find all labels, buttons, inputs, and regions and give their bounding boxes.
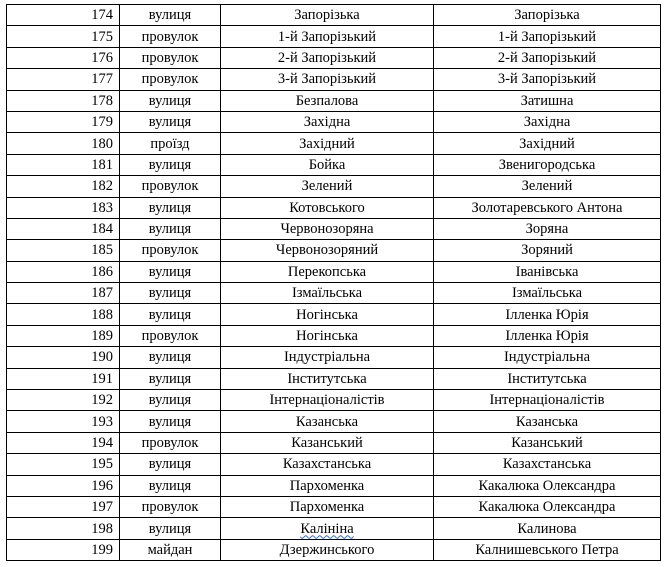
old-name-cell bbox=[221, 197, 434, 218]
old-name-cell-text: Перекопська bbox=[287, 263, 367, 280]
old-name-cell bbox=[221, 304, 434, 325]
street-type-cell bbox=[120, 304, 221, 325]
new-name-cell bbox=[434, 390, 661, 411]
old-name-cell bbox=[221, 283, 434, 304]
old-name-cell-text: Пархоменка bbox=[289, 477, 365, 494]
row-number-cell bbox=[7, 133, 120, 154]
street-type-cell bbox=[120, 154, 221, 175]
street-type-cell-text: провулок bbox=[141, 71, 199, 88]
street-type-cell-text: провулок bbox=[141, 328, 199, 345]
street-type-cell bbox=[120, 368, 221, 389]
old-name-cell bbox=[221, 90, 434, 111]
row-number-cell-text: 197 bbox=[91, 499, 113, 516]
new-name-cell bbox=[434, 176, 661, 197]
street-type-cell bbox=[120, 325, 221, 346]
old-name-cell-text: Дзержинського bbox=[279, 541, 375, 558]
new-name-cell-text: Казанський bbox=[511, 435, 583, 451]
old-name-cell-text: Червонозоряний bbox=[275, 242, 379, 259]
row-number-cell-text: 198 bbox=[91, 520, 113, 537]
new-name-cell bbox=[434, 283, 661, 304]
new-name-cell-text: Запорізька bbox=[514, 7, 580, 24]
street-type-cell-text: провулок bbox=[141, 242, 199, 259]
street-type-cell bbox=[120, 496, 221, 517]
street-type-cell bbox=[120, 261, 221, 282]
old-name-cell-text: 1-й Запорізький bbox=[277, 28, 377, 45]
table-row bbox=[7, 518, 661, 539]
row-number-cell-text: 183 bbox=[91, 199, 113, 216]
old-name-cell bbox=[221, 325, 434, 346]
street-type-cell bbox=[120, 5, 221, 26]
new-name-cell-text: Казахстанська bbox=[502, 456, 592, 473]
row-number-cell-text: 199 bbox=[91, 541, 113, 558]
old-name-cell bbox=[221, 240, 434, 261]
street-type-cell-text: вулиця bbox=[148, 370, 192, 387]
table-row bbox=[7, 390, 661, 411]
old-name-cell bbox=[221, 496, 434, 517]
new-name-cell bbox=[434, 5, 661, 26]
row-number-cell bbox=[7, 518, 120, 539]
new-name-cell bbox=[434, 347, 661, 368]
new-name-cell-text: Зоряний bbox=[521, 242, 573, 259]
old-name-cell bbox=[221, 26, 434, 47]
new-name-cell-text: Звенигородська bbox=[498, 156, 596, 173]
new-name-cell bbox=[434, 47, 661, 68]
street-type-cell-text: вулиця bbox=[148, 413, 192, 430]
new-name-cell bbox=[434, 325, 661, 346]
table-row bbox=[7, 261, 661, 282]
row-number-cell-text: 175 bbox=[91, 28, 113, 45]
street-type-cell-text: вулиця bbox=[148, 156, 192, 173]
row-number-cell bbox=[7, 26, 120, 47]
table-row bbox=[7, 347, 661, 368]
new-name-cell-text: Зелений bbox=[521, 178, 573, 195]
row-number-cell-text: 191 bbox=[91, 370, 113, 387]
street-type-cell-text: вулиця bbox=[148, 477, 192, 494]
row-number-cell bbox=[7, 283, 120, 304]
street-type-cell bbox=[120, 432, 221, 453]
old-name-cell bbox=[221, 518, 434, 539]
table-row bbox=[7, 475, 661, 496]
table-row bbox=[7, 240, 661, 261]
new-name-cell-text: Зоряна bbox=[525, 221, 569, 238]
street-type-cell bbox=[120, 539, 221, 560]
old-name-cell bbox=[221, 69, 434, 90]
row-number-cell bbox=[7, 390, 120, 411]
street-type-cell bbox=[120, 240, 221, 261]
new-name-cell-text: Західний bbox=[519, 135, 575, 152]
row-number-cell-text: 194 bbox=[91, 435, 113, 451]
street-type-cell-text: проїзд bbox=[150, 135, 190, 152]
street-type-cell bbox=[120, 347, 221, 368]
table-row bbox=[7, 432, 661, 453]
new-name-cell bbox=[434, 518, 661, 539]
old-name-cell-text: Індустріальна bbox=[283, 349, 371, 366]
old-name-cell bbox=[221, 390, 434, 411]
row-number-cell bbox=[7, 432, 120, 453]
table-row bbox=[7, 154, 661, 175]
new-name-cell-text: Казанська bbox=[515, 413, 579, 430]
row-number-cell-text: 190 bbox=[91, 349, 113, 366]
new-name-cell-text: Калинова bbox=[517, 520, 577, 537]
new-name-cell bbox=[434, 90, 661, 111]
table-row bbox=[7, 5, 661, 26]
table-row bbox=[7, 496, 661, 517]
street-type-cell bbox=[120, 518, 221, 539]
row-number-cell-text: 195 bbox=[91, 456, 113, 473]
old-name-cell bbox=[221, 432, 434, 453]
row-number-cell-text: 180 bbox=[91, 135, 113, 152]
row-number-cell bbox=[7, 475, 120, 496]
row-number-cell bbox=[7, 539, 120, 560]
new-name-cell bbox=[434, 261, 661, 282]
row-number-cell-text: 176 bbox=[91, 49, 113, 66]
new-name-cell bbox=[434, 197, 661, 218]
street-type-cell-text: вулиця bbox=[148, 392, 192, 409]
old-name-cell-text: Інститутська bbox=[287, 370, 367, 387]
new-name-cell bbox=[434, 496, 661, 517]
new-name-cell-text: Інститутська bbox=[507, 370, 587, 387]
new-name-cell bbox=[434, 69, 661, 90]
new-name-cell bbox=[434, 154, 661, 175]
row-number-cell bbox=[7, 496, 120, 517]
new-name-cell bbox=[434, 454, 661, 475]
row-number-cell bbox=[7, 325, 120, 346]
old-name-cell-text: Калініна bbox=[300, 520, 354, 537]
row-number-cell-text: 178 bbox=[91, 92, 113, 109]
street-type-cell bbox=[120, 47, 221, 68]
table-row bbox=[7, 26, 661, 47]
old-name-cell bbox=[221, 347, 434, 368]
new-name-cell-text: Какалюка Олександра bbox=[478, 499, 616, 516]
old-name-cell-text: Казахстанська bbox=[282, 456, 372, 473]
old-name-cell-text: Казанська bbox=[295, 413, 359, 430]
old-name-cell-text: Котовського bbox=[289, 199, 365, 216]
row-number-cell bbox=[7, 261, 120, 282]
row-number-cell-text: 188 bbox=[91, 306, 113, 323]
street-renaming-table bbox=[6, 4, 661, 561]
old-name-cell-text: Західний bbox=[299, 135, 355, 152]
new-name-cell-text: 2-й Запорізький bbox=[497, 49, 597, 66]
street-type-cell bbox=[120, 454, 221, 475]
old-name-cell bbox=[221, 47, 434, 68]
street-type-cell bbox=[120, 475, 221, 496]
old-name-cell-text: Бойка bbox=[308, 156, 346, 173]
table-row bbox=[7, 368, 661, 389]
street-type-cell-text: провулок bbox=[141, 49, 199, 66]
street-type-cell-text: вулиця bbox=[148, 114, 192, 131]
row-number-cell bbox=[7, 5, 120, 26]
street-type-cell bbox=[120, 197, 221, 218]
street-type-cell-text: вулиця bbox=[148, 92, 192, 109]
street-type-cell bbox=[120, 133, 221, 154]
old-name-cell-text: Безпалова bbox=[295, 92, 359, 109]
row-number-cell-text: 192 bbox=[91, 392, 113, 409]
street-type-cell bbox=[120, 411, 221, 432]
table-row bbox=[7, 539, 661, 560]
row-number-cell-text: 196 bbox=[91, 477, 113, 494]
old-name-cell-text: Інтернаціоналістів bbox=[269, 392, 385, 409]
old-name-cell bbox=[221, 261, 434, 282]
street-type-cell-text: вулиця bbox=[148, 7, 192, 24]
row-number-cell bbox=[7, 197, 120, 218]
street-type-cell-text: вулиця bbox=[148, 221, 192, 238]
row-number-cell bbox=[7, 69, 120, 90]
table-row bbox=[7, 283, 661, 304]
old-name-cell bbox=[221, 218, 434, 239]
new-name-cell-text: 1-й Запорізький bbox=[497, 28, 597, 45]
row-number-cell-text: 185 bbox=[91, 242, 113, 259]
table-row bbox=[7, 454, 661, 475]
table-row bbox=[7, 325, 661, 346]
street-type-cell bbox=[120, 69, 221, 90]
old-name-cell bbox=[221, 5, 434, 26]
row-number-cell bbox=[7, 347, 120, 368]
table-row bbox=[7, 197, 661, 218]
row-number-cell-text: 189 bbox=[91, 328, 113, 345]
old-name-cell-text: Ногінська bbox=[296, 328, 358, 345]
new-name-cell bbox=[434, 475, 661, 496]
old-name-cell bbox=[221, 111, 434, 132]
street-type-cell-text: провулок bbox=[141, 28, 199, 45]
new-name-cell bbox=[434, 539, 661, 560]
old-name-cell-text: Ногінська bbox=[296, 306, 358, 323]
table-body bbox=[7, 5, 661, 561]
street-type-cell bbox=[120, 90, 221, 111]
old-name-cell-text: Зелений bbox=[301, 178, 353, 195]
street-type-cell bbox=[120, 111, 221, 132]
table-row bbox=[7, 218, 661, 239]
street-type-cell-text: вулиця bbox=[148, 520, 192, 537]
new-name-cell-text: Калнишевського Петра bbox=[475, 541, 619, 558]
table-row bbox=[7, 90, 661, 111]
row-number-cell bbox=[7, 176, 120, 197]
row-number-cell bbox=[7, 240, 120, 261]
new-name-cell bbox=[434, 240, 661, 261]
street-type-cell-text: вулиця bbox=[148, 199, 192, 216]
old-name-cell-text: Червонозоряна bbox=[280, 221, 374, 238]
street-type-cell bbox=[120, 283, 221, 304]
old-name-cell bbox=[221, 411, 434, 432]
old-name-cell bbox=[221, 454, 434, 475]
row-number-cell bbox=[7, 47, 120, 68]
street-type-cell-text: майдан bbox=[147, 541, 193, 558]
street-type-cell bbox=[120, 390, 221, 411]
table-row bbox=[7, 133, 661, 154]
row-number-cell bbox=[7, 368, 120, 389]
old-name-cell bbox=[221, 475, 434, 496]
new-name-cell bbox=[434, 368, 661, 389]
row-number-cell-text: 182 bbox=[91, 178, 113, 195]
new-name-cell-text: Інтернаціоналістів bbox=[489, 392, 605, 409]
table-row bbox=[7, 304, 661, 325]
new-name-cell-text: Західна bbox=[523, 114, 571, 131]
table-row bbox=[7, 69, 661, 90]
new-name-cell bbox=[434, 304, 661, 325]
old-name-cell-text: Казанський bbox=[291, 435, 363, 451]
street-type-cell-text: вулиця bbox=[148, 306, 192, 323]
table-row bbox=[7, 411, 661, 432]
street-type-cell-text: вулиця bbox=[148, 456, 192, 473]
new-name-cell-text: Індустріальна bbox=[503, 349, 591, 366]
row-number-cell-text: 187 bbox=[91, 285, 113, 302]
row-number-cell bbox=[7, 454, 120, 475]
row-number-cell bbox=[7, 218, 120, 239]
old-name-cell bbox=[221, 176, 434, 197]
street-type-cell-text: провулок bbox=[141, 178, 199, 195]
old-name-cell-text: Пархоменка bbox=[289, 499, 365, 516]
table-row bbox=[7, 176, 661, 197]
new-name-cell-text: Какалюка Олександра bbox=[478, 477, 616, 494]
new-name-cell bbox=[434, 411, 661, 432]
new-name-cell-text: Ілленка Юрія bbox=[505, 328, 589, 345]
new-name-cell bbox=[434, 432, 661, 453]
new-name-cell-text: 3-й Запорізький bbox=[497, 71, 597, 88]
row-number-cell bbox=[7, 411, 120, 432]
row-number-cell bbox=[7, 111, 120, 132]
old-name-cell-text: Ізмаїльська bbox=[291, 285, 363, 302]
new-name-cell-text: Ізмаїльська bbox=[511, 285, 583, 302]
row-number-cell-text: 174 bbox=[91, 7, 113, 24]
new-name-cell bbox=[434, 26, 661, 47]
new-name-cell-text: Золотаревського Антона bbox=[471, 199, 623, 216]
street-type-cell-text: вулиця bbox=[148, 263, 192, 280]
new-name-cell-text: Іванівська bbox=[515, 263, 579, 280]
street-type-cell-text: провулок bbox=[141, 435, 199, 451]
old-name-cell-text: Запорізька bbox=[294, 7, 360, 24]
street-type-cell-text: вулиця bbox=[148, 349, 192, 366]
old-name-cell bbox=[221, 368, 434, 389]
new-name-cell bbox=[434, 218, 661, 239]
row-number-cell-text: 193 bbox=[91, 413, 113, 430]
new-name-cell-text: Ілленка Юрія bbox=[505, 306, 589, 323]
row-number-cell-text: 184 bbox=[91, 221, 113, 238]
row-number-cell bbox=[7, 304, 120, 325]
street-type-cell-text: провулок bbox=[141, 499, 199, 516]
new-name-cell-text: Затишна bbox=[520, 92, 574, 109]
street-type-cell bbox=[120, 218, 221, 239]
street-type-cell bbox=[120, 26, 221, 47]
row-number-cell-text: 179 bbox=[91, 114, 113, 131]
row-number-cell-text: 177 bbox=[91, 71, 113, 88]
street-type-cell bbox=[120, 176, 221, 197]
row-number-cell bbox=[7, 90, 120, 111]
old-name-cell-text: Західна bbox=[303, 114, 351, 131]
old-name-cell bbox=[221, 539, 434, 560]
old-name-cell bbox=[221, 154, 434, 175]
old-name-cell-text: 2-й Запорізький bbox=[277, 49, 377, 66]
new-name-cell bbox=[434, 111, 661, 132]
table-row bbox=[7, 47, 661, 68]
old-name-cell-text: 3-й Запорізький bbox=[277, 71, 377, 88]
row-number-cell-text: 181 bbox=[91, 156, 113, 173]
street-type-cell-text: вулиця bbox=[148, 285, 192, 302]
row-number-cell-text: 186 bbox=[91, 263, 113, 280]
old-name-cell bbox=[221, 133, 434, 154]
table-row bbox=[7, 111, 661, 132]
new-name-cell bbox=[434, 133, 661, 154]
row-number-cell bbox=[7, 154, 120, 175]
